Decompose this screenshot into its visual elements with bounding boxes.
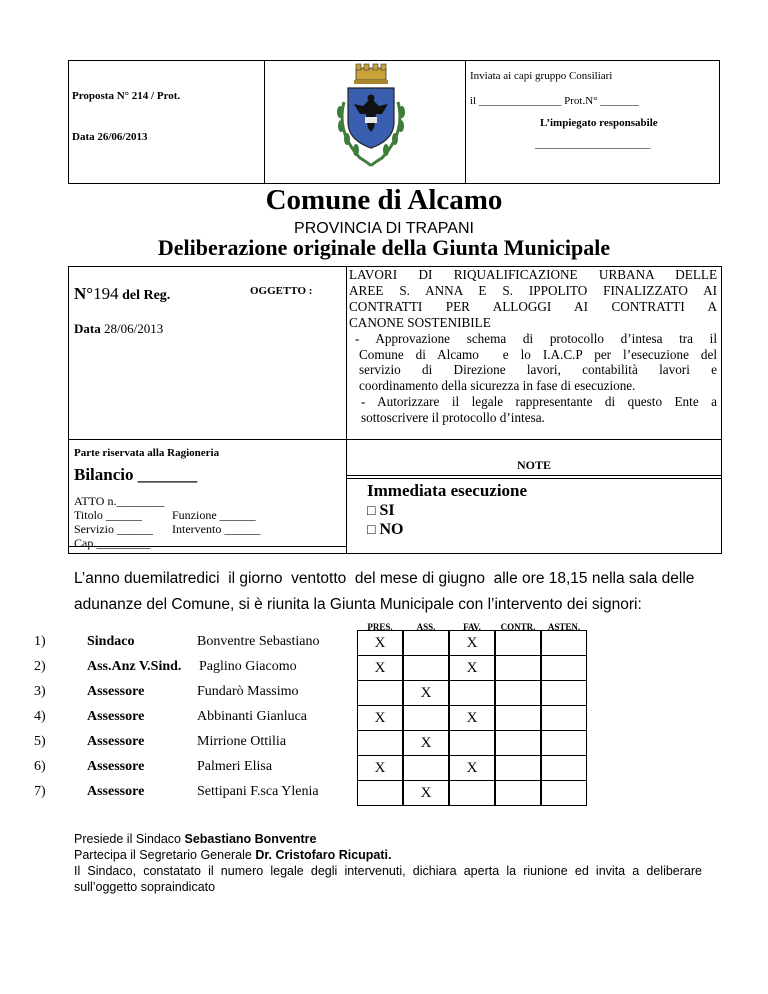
attendance-cell: X	[357, 705, 403, 731]
attendance-row-number: 3)	[34, 684, 46, 699]
provincia-subtitle: PROVINCIA DI TRAPANI	[294, 220, 474, 237]
attendance-row-number: 5)	[34, 734, 46, 749]
intro-line-2: adunanze del Comune, si è riunita la Giunta Municipale con l’intervento dei signori:	[74, 596, 642, 613]
attendance-cell: X	[403, 780, 449, 806]
no-checkbox-icon[interactable]: □	[367, 521, 376, 537]
attendance-cell	[495, 755, 541, 781]
attendance-cell	[449, 680, 495, 706]
attendance-cell	[541, 755, 587, 781]
funzione-field: Funzione ______	[172, 508, 256, 522]
attendance-cell	[541, 630, 587, 656]
registro-number-suffix: del Reg.	[118, 288, 171, 303]
oggetto-line: coordinamento della sicurezza in fase di esecuzione.	[359, 378, 636, 394]
oggetto-line: servizio di Direzione lavori, contabilità lavori e	[359, 362, 717, 378]
attendance-column-header: PRES.	[367, 622, 393, 632]
sindaco-line-2: sull’oggetto sopraindicato	[74, 880, 216, 894]
attendance-cell	[403, 705, 449, 731]
attendance-cell	[541, 730, 587, 756]
deliberazione-title: Deliberazione originale della Giunta Municipale	[157, 235, 611, 260]
si-option	[367, 502, 395, 520]
attendance-cell	[357, 780, 403, 806]
attendance-cell	[449, 780, 495, 806]
attendance-row-number: 6)	[34, 759, 46, 774]
attendance-cell: X	[357, 755, 403, 781]
attendance-cell	[541, 680, 587, 706]
attendance-row-name: Bonventre Sebastiano	[197, 634, 320, 649]
attendance-cell: X	[357, 630, 403, 656]
registro-date	[74, 321, 163, 337]
attendance-row-name: Mirrione Ottilia	[197, 734, 287, 749]
attendance-cell	[541, 780, 587, 806]
attendance-row-name: Palmeri Elisa	[197, 759, 273, 774]
alcamo-crest-logo	[330, 62, 412, 172]
attendance-cell: X	[403, 730, 449, 756]
registro-number-prefix: N°	[74, 284, 94, 303]
proposta-date: Data 26/06/2013	[72, 131, 148, 143]
registro-date-label: Data	[74, 321, 101, 336]
attendance-row-name: Fundarò Massimo	[197, 684, 299, 699]
attendance-row-role: Ass.Anz V.Sind.	[87, 659, 182, 674]
invio-date-prot-line: il _______________ Prot.N° _______	[470, 95, 639, 107]
oggetto-line: - Approvazione schema di protocollo d’intesa tra il	[355, 330, 717, 346]
servizio-field: Servizio ______	[74, 522, 153, 536]
registro-date-value: 28/06/2013	[100, 321, 164, 336]
oggetto-line: CANONE SOSTENIBILE	[349, 314, 491, 330]
titolo-field: Titolo ______	[74, 508, 142, 522]
comune-title: Comune di Alcamo	[265, 184, 503, 216]
immediata-esecuzione-label: Immediata esecuzione	[367, 481, 528, 500]
note-divider	[346, 475, 722, 476]
attendance-cell: X	[403, 680, 449, 706]
partecipa-line	[74, 848, 392, 862]
attendance-row-number: 7)	[34, 784, 46, 799]
attendance-row-role: Assessore	[87, 784, 145, 799]
registro-number	[74, 284, 170, 304]
partecipa-name: Dr. Cristofaro Ricupati.	[255, 848, 392, 862]
presiede-prefix: Presiede il Sindaco	[74, 832, 185, 846]
attendance-cell	[541, 655, 587, 681]
attendance-cell	[495, 780, 541, 806]
attendance-row-name: Paglino Giacomo	[199, 659, 297, 674]
si-label: SI	[379, 502, 395, 519]
attendance-cell	[495, 655, 541, 681]
attendance-cell	[357, 680, 403, 706]
impiegato-responsabile: L’impiegato responsabile	[540, 117, 658, 129]
si-checkbox-icon[interactable]: □	[367, 502, 376, 518]
attendance-column-header: ASS.	[416, 622, 436, 632]
oggetto-line: LAVORI DI RIQUALIFICAZIONE URBANA DELLE	[349, 267, 717, 282]
oggetto-line: AREE S. ANNA E S. IPPOLITO FINALIZZATO AI	[349, 282, 717, 298]
header-divider-left	[264, 61, 265, 183]
attendance-cell: X	[357, 655, 403, 681]
oggetto-text	[349, 267, 717, 426]
inviata-capi-gruppo: Inviata ai capi gruppo Consiliari	[470, 70, 613, 82]
sindaco-line-1: Il Sindaco, constatato il numero legale degli intervenuti, dichiara aperta la riunione ed invita a deliberare	[74, 864, 702, 878]
attendance-cell	[403, 655, 449, 681]
no-label: NO	[379, 521, 404, 538]
attendance-cell: X	[449, 755, 495, 781]
note-label: NOTE	[516, 458, 551, 472]
oggetto-line: CONTRATTI PER ALLOGGI AI CONTRATTI A	[349, 298, 717, 314]
bilancio-label: Bilancio _______	[74, 465, 198, 484]
presiede-name: Sebastiano Bonventre	[184, 832, 317, 846]
attendance-row-name: Settipani F.sca Ylenia	[197, 784, 319, 799]
registro-number-value: 194	[93, 284, 119, 303]
attendance-cell: X	[449, 705, 495, 731]
intervento-field: Intervento ______	[172, 522, 261, 536]
attendance-row-number: 4)	[34, 709, 46, 724]
attendance-row-role: Assessore	[87, 684, 145, 699]
attendance-cell	[495, 630, 541, 656]
attendance-column-header: CONTR.	[500, 622, 536, 632]
oggetto-label: OGGETTO :	[250, 285, 313, 297]
no-option	[367, 521, 403, 539]
oggetto-line: Comune di Alcamo e lo I.A.C.P per l’esecuzione del	[359, 346, 717, 362]
attendance-row-number: 1)	[34, 634, 46, 649]
attendance-cell	[495, 680, 541, 706]
presiede-line	[74, 832, 316, 846]
ragioneria-label: Parte riservata alla Ragioneria	[74, 447, 220, 459]
oggetto-divider	[346, 266, 347, 440]
attendance-cell	[403, 630, 449, 656]
attendance-row-role: Sindaco	[87, 634, 135, 649]
attendance-cell: X	[449, 630, 495, 656]
attendance-row-number: 2)	[34, 659, 46, 674]
attendance-cell	[357, 730, 403, 756]
attendance-cell: X	[449, 655, 495, 681]
atto-number: ATTO n.________	[74, 494, 165, 508]
partecipa-prefix: Partecipa il Segretario Generale	[74, 848, 256, 862]
attendance-cell	[495, 705, 541, 731]
oggetto-line: sottoscrivere il protocollo d’intesa.	[361, 410, 545, 426]
signature-line: _____________________	[535, 138, 651, 150]
cap-field: Cap._________	[74, 536, 151, 550]
intro-line-1: L’anno duemilatredici il giorno ventotto del mese di giugno alle ore 18,15 nella sala delle	[74, 570, 695, 587]
attendance-column-header: FAV.	[463, 622, 481, 632]
header-divider-right	[465, 61, 466, 183]
attendance-cell	[495, 730, 541, 756]
attendance-row-name: Abbinanti Gianluca	[197, 709, 308, 724]
attendance-row-role: Assessore	[87, 709, 145, 724]
attendance-row-role: Assessore	[87, 759, 145, 774]
oggetto-line: - Autorizzare il legale rappresentante di questo Ente a	[361, 394, 717, 410]
attendance-cell	[403, 755, 449, 781]
attendance-row-role: Assessore	[87, 734, 145, 749]
proposta-number: Proposta N° 214 / Prot.	[72, 90, 181, 102]
note-divider-double	[346, 478, 722, 479]
attendance-column-header: ASTEN.	[547, 622, 581, 632]
attendance-cell	[541, 705, 587, 731]
attendance-cell	[449, 730, 495, 756]
